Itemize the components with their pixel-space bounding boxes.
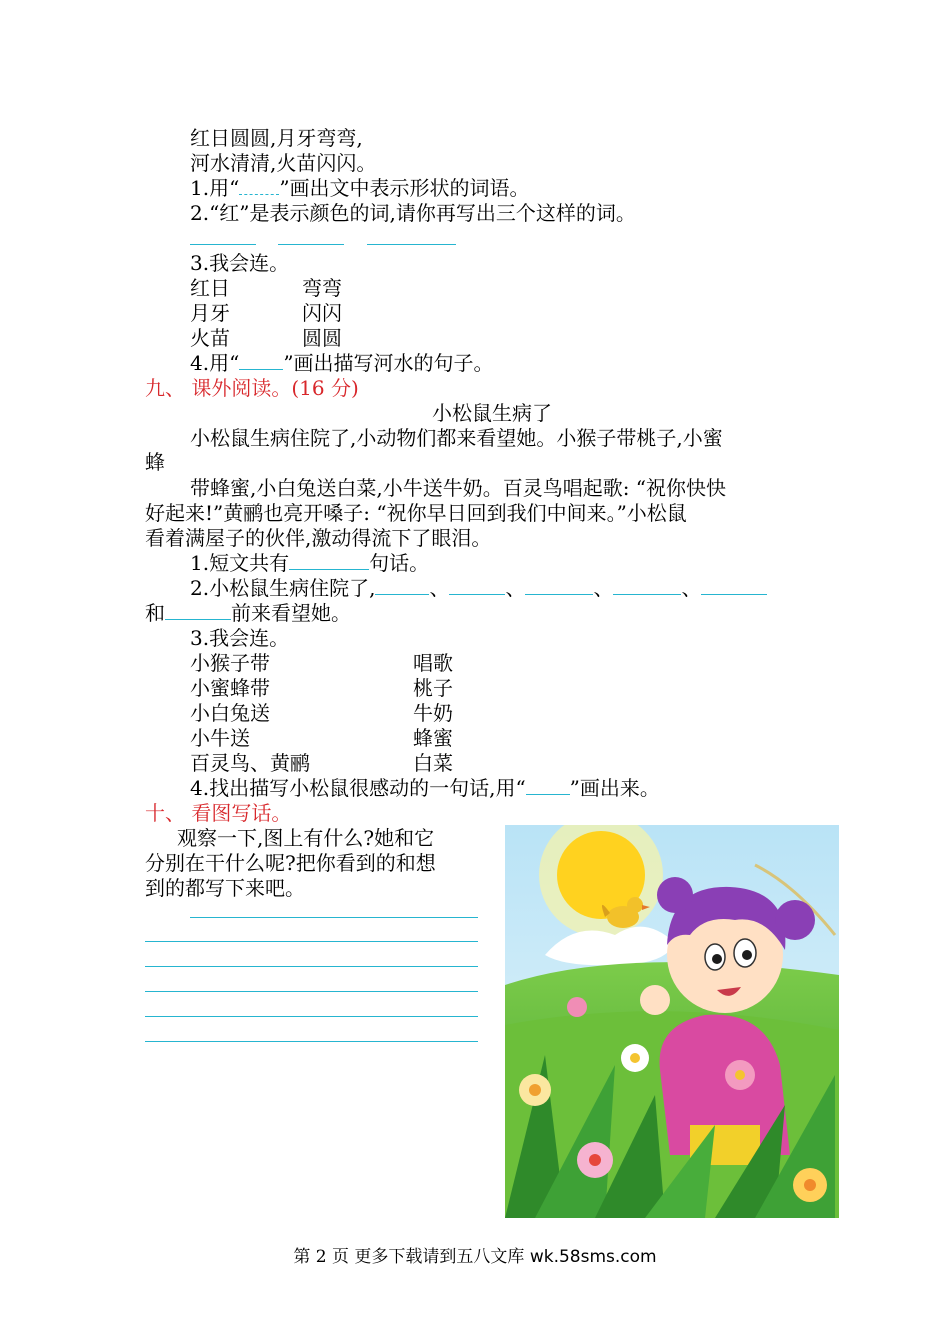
- match-right-item: 蜂蜜: [413, 726, 453, 750]
- reading-title: 小松鼠生病了: [432, 401, 552, 425]
- match-right-item: 圆圆: [302, 326, 342, 350]
- answer-blank[interactable]: [375, 576, 429, 595]
- poem-line-1: 红日圆圆,月牙弯弯,: [190, 126, 363, 150]
- answer-blank[interactable]: [278, 244, 344, 245]
- match-right-item: 牛奶: [413, 701, 453, 725]
- q8-question-1: 1.用“ ”画出文中表示形状的词语。: [190, 176, 530, 200]
- writing-prompt-line: 到的都写下来吧。: [145, 876, 305, 900]
- writing-line[interactable]: [145, 1041, 478, 1042]
- q8-question-4: 4.用“ ”画出描写河水的句子。: [190, 351, 494, 375]
- answer-blank[interactable]: [613, 576, 681, 595]
- girl-in-meadow-with-bird-picture: [505, 825, 839, 1218]
- q9-question-1: 1.短文共有 句话。: [190, 551, 430, 575]
- answer-blank[interactable]: [190, 244, 256, 245]
- answer-blank[interactable]: [525, 576, 593, 595]
- reading-paragraph-line: 看着满屋子的伙伴,激动得流下了眼泪。: [145, 526, 492, 550]
- section-9-heading: 九、 课外阅读。(16 分): [145, 376, 359, 400]
- writing-prompt-line: 观察一下,图上有什么?她和它: [177, 826, 435, 850]
- q9-question-3: 3.我会连。: [190, 626, 290, 650]
- writing-line[interactable]: [145, 991, 478, 992]
- reading-paragraph-line: 带蜂蜜,小白兔送白菜,小牛送牛奶。百灵鸟唱起歌: “祝你快快: [190, 476, 727, 500]
- match-left-item: 小猴子带: [190, 651, 270, 675]
- q8-question-2: 2.“红”是表示颜色的词,请你再写出三个这样的词。: [190, 201, 636, 225]
- reading-paragraph-line: 好起来!”黄鹂也亮开嗓子: “祝你早日回到我们中间来。”小松鼠: [145, 501, 687, 525]
- match-right-item: 桃子: [413, 676, 453, 700]
- match-left-item: 小牛送: [190, 726, 250, 750]
- match-left-item: 火苗: [190, 326, 230, 350]
- answer-blank[interactable]: [449, 576, 505, 595]
- q9-question-2: 2.小松鼠生病住院了, 、 、 、 、: [190, 576, 767, 600]
- reading-paragraph-line: 蜂: [145, 450, 165, 474]
- answer-blank[interactable]: [701, 576, 767, 595]
- poem-line-2: 河水清清,火苗闪闪。: [190, 151, 377, 175]
- writing-line[interactable]: [145, 941, 478, 942]
- footer-link[interactable]: wk.58sms.com: [529, 1247, 657, 1267]
- writing-prompt-line: 分别在干什么呢?把你看到的和想: [145, 851, 436, 875]
- match-left-item: 百灵鸟、黄鹂: [190, 751, 310, 775]
- match-left-item: 小蜜蜂带: [190, 676, 270, 700]
- match-left-item: 小白兔送: [190, 701, 270, 725]
- answer-blank[interactable]: [239, 351, 283, 370]
- match-left-item: 月牙: [190, 301, 230, 325]
- match-right-item: 弯弯: [302, 276, 342, 300]
- q9-question-2-cont: 和 前来看望她。: [145, 601, 351, 625]
- section-10-heading: 十、 看图写话。: [145, 801, 292, 825]
- match-right-item: 闪闪: [302, 301, 342, 325]
- writing-line[interactable]: [190, 917, 478, 918]
- match-left-item: 红日: [190, 276, 230, 300]
- answer-blank[interactable]: [526, 776, 570, 795]
- reading-paragraph-line: 小松鼠生病住院了,小动物们都来看望她。小猴子带桃子,小蜜: [190, 426, 723, 450]
- writing-line[interactable]: [145, 1016, 478, 1017]
- answer-blank[interactable]: [239, 176, 279, 195]
- q9-question-4: 4.找出描写小松鼠很感动的一句话,用“ ”画出来。: [190, 776, 660, 800]
- answer-blank[interactable]: [289, 551, 369, 570]
- match-right-item: 唱歌: [413, 651, 453, 675]
- writing-line[interactable]: [145, 966, 478, 967]
- match-right-item: 白菜: [413, 751, 453, 775]
- q8-question-3: 3.我会连。: [190, 251, 290, 275]
- answer-blank[interactable]: [165, 601, 231, 620]
- page-footer: 第 2 页 更多下载请到五八文库 wk.58sms.com: [293, 1247, 657, 1267]
- answer-blank[interactable]: [367, 244, 456, 245]
